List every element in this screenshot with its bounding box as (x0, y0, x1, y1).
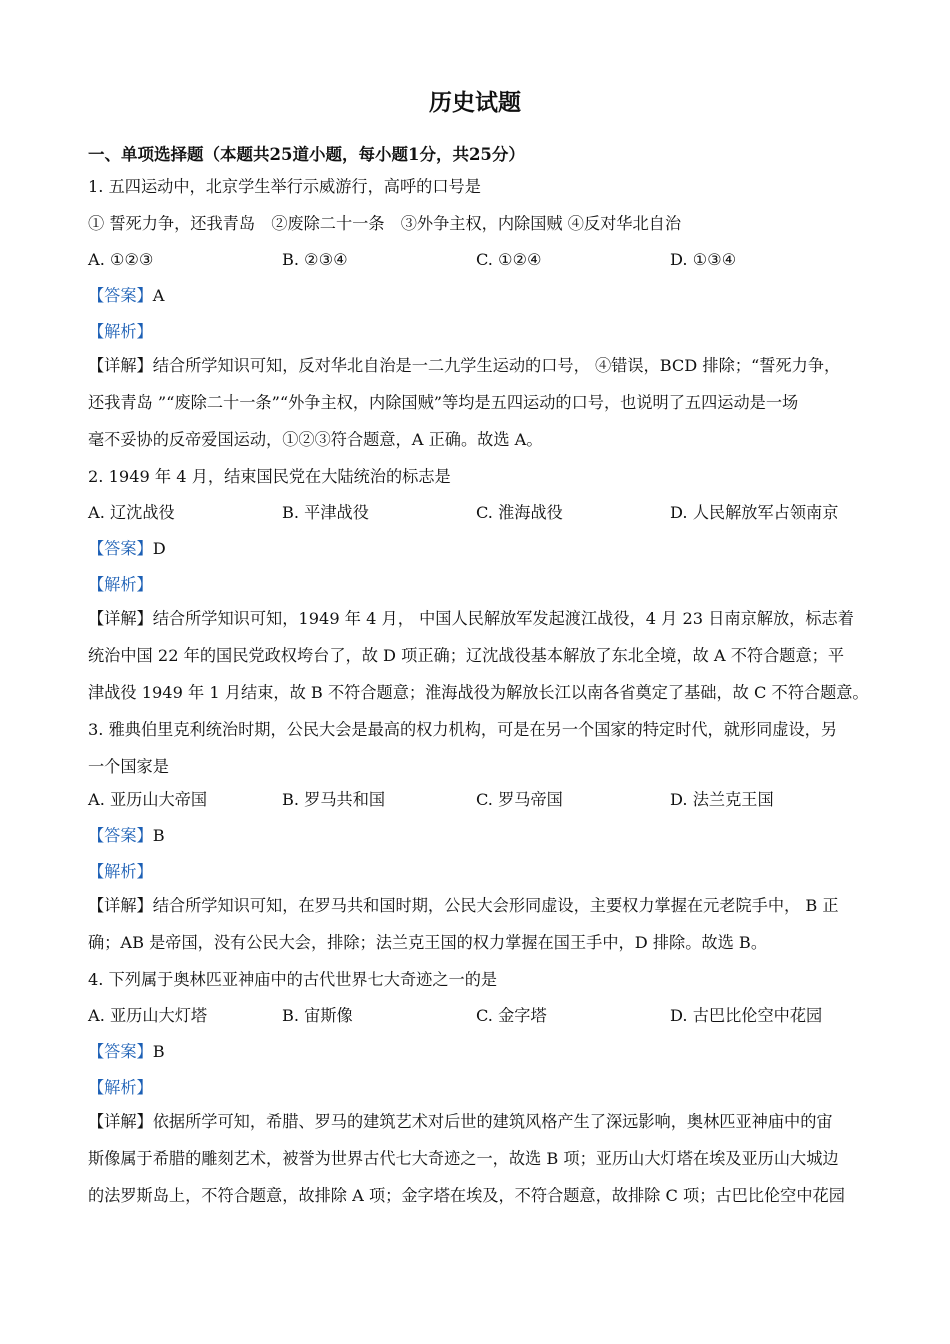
question-2-detail-line (88, 607, 873, 631)
detail-text: 结合所学知识可知，在罗马共和国时期，公民大会形同虚设，主要权力掌握在元老院手中， B 正 (152, 896, 839, 915)
answer-value: A (152, 286, 165, 305)
question-4-stem: 4. 下列属于奥林匹亚神庙中的古代世界七大奇迹之一的是 (88, 970, 498, 989)
option-d: D. 法兰克王国 (670, 790, 774, 809)
option-a: A. 辽沈战役 (88, 503, 175, 522)
answer-value: B (152, 826, 165, 845)
option-a: A. ①②③ (88, 250, 154, 269)
option-c: C. 淮海战役 (476, 503, 563, 522)
question-3-stem: 一个国家是 (88, 757, 169, 776)
question-1-detail-line: 还我青岛 ”“废除二十一条”“外争主权，内除国贼”等均是五四运动的口号，也说明了五四运动是一场 (88, 393, 799, 412)
question-4-answer (88, 1040, 873, 1064)
question-4-detail-line (88, 1110, 873, 1134)
question-3-answer (88, 824, 873, 848)
option-b: B. 宙斯像 (282, 1006, 353, 1025)
question-1-stem: 1. 五四运动中，北京学生举行示威游行，高呼的口号是 (88, 177, 481, 196)
question-3-detail-line (88, 894, 873, 918)
option-d: D. 古巴比伦空中花园 (670, 1006, 823, 1025)
answer-value: D (152, 539, 166, 558)
detail-label: 【详解】 (88, 1112, 153, 1131)
question-1-statements: ① 誓死力争，还我青岛 ②废除二十一条 ③外争主权，内除国贼 ④反对华北自治 (88, 214, 682, 233)
option-d: D. ①③④ (670, 250, 737, 269)
page-title: 历史试题 (429, 89, 521, 116)
option-a: A. 亚历山大灯塔 (88, 1006, 208, 1025)
answer-label: 【答案】 (88, 826, 153, 845)
option-b: B. ②③④ (282, 250, 348, 269)
option-b: B. 罗马共和国 (282, 790, 386, 809)
question-2-stem: 2. 1949 年 4 月，结束国民党在大陆统治的标志是 (88, 467, 451, 486)
question-3-analysis-label: 【解析】 (88, 862, 153, 881)
detail-text: 依据所学可知，希腊、罗马的建筑艺术对后世的建筑风格产生了深远影响，奥林匹亚神庙中的宙 (152, 1112, 833, 1131)
option-c: C. 罗马帝国 (476, 790, 563, 809)
detail-label: 【详解】 (88, 609, 153, 628)
option-c: C. ①②④ (476, 250, 542, 269)
section-header: 一、单项选择题（本题共25道小题，每小题1分，共25分） (88, 145, 525, 164)
question-2-detail-line: 津战役 1949 年 1 月结束，故 B 不符合题意；淮海战役为解放长江以南各省奠定了基础，故 C 不符合题意。 (88, 683, 869, 702)
detail-label: 【详解】 (88, 896, 153, 915)
option-c: C. 金字塔 (476, 1006, 547, 1025)
option-a: A. 亚历山大帝国 (88, 790, 208, 809)
detail-text: 结合所学知识可知，1949 年 4 月， 中国人民解放军发起渡江战役，4 月 23 日南京解放，标志着 (152, 609, 854, 628)
question-3-detail-line: 确；AB 是帝国，没有公民大会，排除；法兰克王国的权力掌握在国王手中，D 排除。故选 B。 (88, 933, 768, 952)
answer-label: 【答案】 (88, 286, 153, 305)
question-4-detail-line: 的法罗斯岛上，不符合题意，故排除 A 项；金字塔在埃及，不符合题意，故排除 C 项；古巴比伦空中花园 (88, 1186, 845, 1205)
question-1-answer (88, 284, 873, 308)
question-3-stem: 3. 雅典伯里克利统治时期，公民大会是最高的权力机构，可是在另一个国家的特定时代，就形同虚设，另 (88, 720, 838, 739)
answer-label: 【答案】 (88, 1042, 153, 1061)
question-1-analysis-label: 【解析】 (88, 322, 153, 341)
detail-label: 【详解】 (88, 356, 153, 375)
question-4-detail-line: 斯像属于希腊的雕刻艺术，被誉为世界古代七大奇迹之一，故选 B 项；亚历山大灯塔在埃及亚历山大城边 (88, 1149, 839, 1168)
option-d: D. 人民解放军占领南京 (670, 503, 839, 522)
detail-text: 结合所学知识可知，反对华北自治是一二九学生运动的口号， ④错误，BCD 排除；“誓死力争， (152, 356, 841, 375)
answer-label: 【答案】 (88, 539, 153, 558)
question-1-detail-line (88, 354, 873, 378)
question-2-detail-line: 统治中国 22 年的国民党政权垮台了，故 D 项正确；辽沈战役基本解放了东北全境，故 A 不符合题意；平 (88, 646, 845, 665)
option-b: B. 平津战役 (282, 503, 369, 522)
question-2-analysis-label: 【解析】 (88, 575, 153, 594)
question-4-analysis-label: 【解析】 (88, 1078, 153, 1097)
question-2-answer (88, 537, 873, 561)
question-1-detail-line: 毫不妥协的反帝爱国运动，①②③符合题意，A 正确。故选 A。 (88, 430, 543, 449)
answer-value: B (152, 1042, 165, 1061)
